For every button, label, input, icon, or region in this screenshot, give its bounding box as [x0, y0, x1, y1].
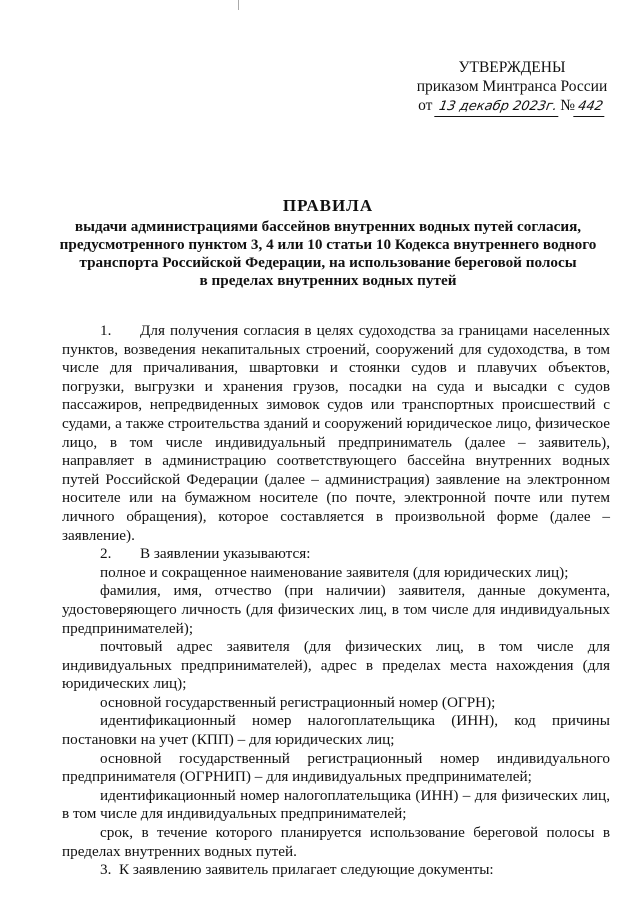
paragraph-number: 2. — [100, 545, 112, 563]
from-prefix: от — [418, 97, 433, 114]
title-line: предусмотренного пунктом 3, 4 или 10 статьи 10 Кодекса внутреннего водного — [59, 236, 597, 253]
title-line: транспорта Российской Федерации, на использование береговой полосы — [79, 254, 577, 271]
order-date-number — [412, 96, 612, 117]
document-body — [62, 322, 610, 880]
paragraph-3 — [62, 861, 610, 880]
list-item: основной государственный регистрационный номер (ОГРН); — [100, 693, 496, 711]
document-title — [58, 196, 598, 290]
paragraph-text: В заявлении указываются: — [140, 545, 311, 563]
handwritten-date: 13 декабр 2023г. — [435, 97, 562, 117]
order-line: приказом Минтранса России — [416, 78, 608, 95]
title-line: выдачи администрациями бассейнов внутренних водных путей согласия, — [74, 218, 582, 235]
approved-label: УТВЕРЖДЕНЫ — [458, 59, 566, 76]
paragraph-2 — [62, 545, 610, 564]
list-item: идентификационный номер налогоплательщика (ИНН) – для физических лиц, в том числе для индивидуальных предпринимателей; — [62, 786, 610, 823]
title-main: ПРАВИЛА — [282, 196, 374, 215]
list-item: почтовый адрес заявителя (для физических лиц, в том числе для индивидуальных предпринимателей), адрес в пределах места нахождения (для юридических лиц); — [62, 638, 610, 693]
scan-mark — [238, 0, 239, 10]
number-prefix: № — [560, 97, 576, 114]
paragraph-text: Для получения согласия в целях судоходства за границами населенных пунктов, возведения некапитальных строений, сооружений для судоходства, в том числе для причаливания, швартовки и стоянки судов и плавучих объектов, погрузки, выгрузки и хранения грузов, посадки на суда и высадки с судов пассажиров, непредвиденных зимовок судов или транспортных происшествий с судами, а также строительства зданий и сооружений юридическое лицо, физическое лицо, в том числе индивидуальный предприниматель (далее – заявитель), направляет в администрацию соответствующего бассейна внутренних водных путей Российской Федерации (далее – администрация) заявление на электронном носителе или на бумажном носителе (по почте, электронной почте или путем личного обращения), которое составляется в произвольной форме (далее – заявление). — [62, 322, 610, 544]
paragraph-number: 3. — [100, 861, 112, 879]
list-item: полное и сокращенное наименование заявителя (для юридических лиц); — [100, 563, 569, 581]
paragraph-number: 1. — [100, 322, 112, 339]
approval-header — [412, 58, 612, 117]
list-item: основной государственный регистрационный номер индивидуального предпринимателя (ОГРНИП) – для индивидуальных предпринимателей; — [62, 749, 610, 786]
paragraph-text: К заявлению заявитель прилагает следующие документы: — [118, 861, 494, 879]
list-item: фамилия, имя, отчество (при наличии) заявителя, данные документа, удостоверяющего личность (для физических лиц, в том числе для индивидуальных предпринимателей); — [62, 582, 610, 637]
list-item: идентификационный номер налогоплательщика (ИНН), код причины постановки на учет (КПП) – для юридических лиц; — [62, 712, 610, 749]
title-line: в пределах внутренних водных путей — [199, 272, 457, 289]
list-item: срок, в течение которого планируется использование береговой полосы в пределах внутренних водных путей. — [62, 824, 610, 860]
handwritten-number: 442 — [573, 97, 607, 117]
paragraph-1 — [62, 322, 610, 545]
